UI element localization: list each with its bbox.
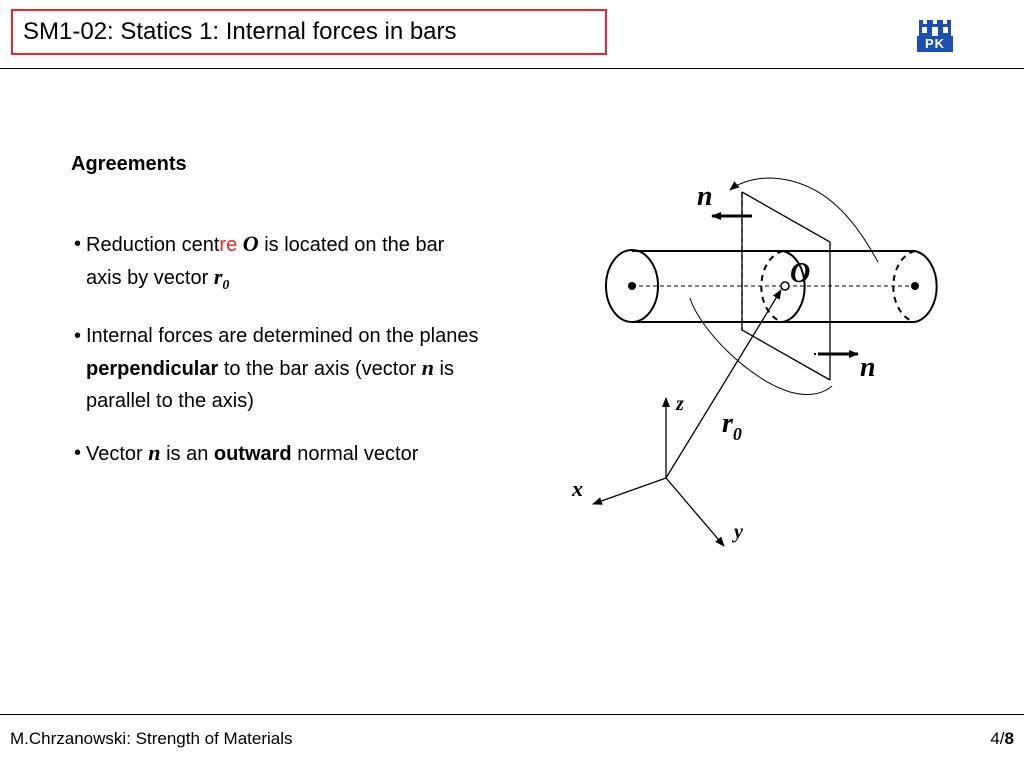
bullet1-text-1: Reduction cent xyxy=(86,234,220,256)
reduction-centre-point xyxy=(781,282,789,290)
symbol-n: n xyxy=(148,440,161,465)
symbol-n: n xyxy=(421,355,434,380)
bullet-item-reduction-centre xyxy=(74,228,484,302)
leader-curve-bottom xyxy=(690,298,832,394)
label-O: O xyxy=(790,258,811,289)
bullet2-text-3: is parallel to the axis) xyxy=(86,358,454,412)
bar-diagram xyxy=(560,170,980,560)
logo-text: PK xyxy=(917,36,953,52)
page-separator: / xyxy=(999,729,1005,748)
bullet-marker: • xyxy=(74,233,82,255)
axis-label-x: x xyxy=(572,476,583,501)
bullet1-text-red: re xyxy=(219,234,238,256)
page-current: 4 xyxy=(990,729,1000,748)
slide-title: SM1-02: Statics 1: Internal forces in bars xyxy=(23,18,457,45)
bullet2-bold: perpendicular xyxy=(86,358,219,380)
label-r: r xyxy=(722,408,733,439)
bullet-marker: • xyxy=(74,442,82,464)
label-r0 xyxy=(722,408,742,444)
castle-icon xyxy=(917,18,953,38)
axis-label-z: z xyxy=(676,393,684,415)
coordinate-system xyxy=(593,398,724,546)
bullet3-bold: outward xyxy=(213,443,292,465)
bullet3-text-3: normal vector xyxy=(291,443,419,465)
section-heading: Agreements xyxy=(71,153,187,175)
bullet-marker: • xyxy=(74,325,82,347)
axis-label-y: y xyxy=(734,521,743,543)
university-logo xyxy=(917,18,953,52)
bullet-item-internal-forces xyxy=(74,320,484,417)
bullet2-text-1: Internal forces are determined on the planes xyxy=(86,325,479,347)
symbol-r: r xyxy=(213,264,223,289)
bullet1-text-2: is located on the bar axis by vector xyxy=(86,234,445,289)
header-divider xyxy=(0,68,1024,69)
axis-end-point-right xyxy=(911,282,919,290)
axis-end-point-left xyxy=(628,282,636,290)
footer-divider xyxy=(0,714,1024,715)
bullet3-text-1: Vector xyxy=(86,443,149,465)
page-total: 8 xyxy=(1004,729,1014,748)
page-number xyxy=(990,729,1014,749)
label-r-subscript: 0 xyxy=(732,424,742,444)
leader-curve-top xyxy=(730,178,878,262)
label-n-top: n xyxy=(697,181,713,212)
bullet3-text-2: is an xyxy=(160,443,214,465)
bullet-item-outward-normal xyxy=(74,437,484,470)
bullet2-text-2: to the bar axis (vector xyxy=(218,358,422,380)
label-n-right: n xyxy=(860,352,876,383)
title-box xyxy=(11,9,607,55)
bullet-list xyxy=(74,228,484,470)
symbol-r-subscript: 0 xyxy=(222,278,230,293)
position-vector-r0 xyxy=(666,290,781,478)
footer-author: M.Chrzanowski: Strength of Materials xyxy=(10,729,293,748)
symbol-O: O xyxy=(242,231,259,256)
